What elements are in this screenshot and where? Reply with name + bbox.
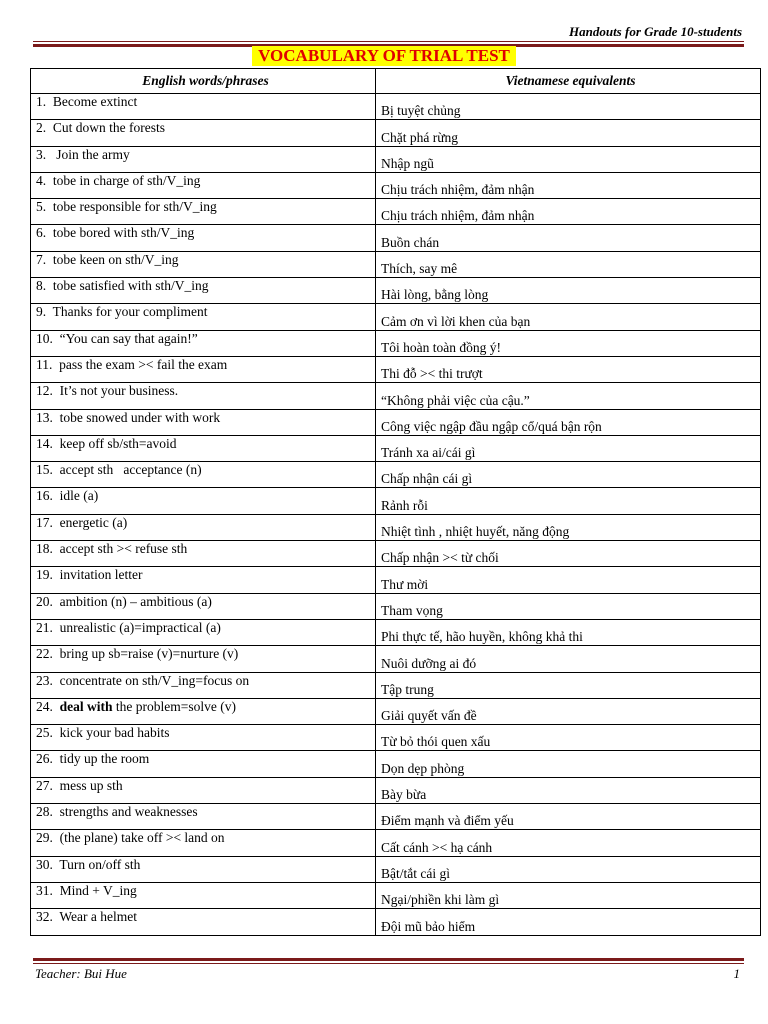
vietnamese-equivalent: Chặt phá rừng xyxy=(376,120,761,146)
english-phrase: 21. unrealistic (a)=impractical (a) xyxy=(31,619,376,645)
vocabulary-table xyxy=(30,68,761,936)
table-row xyxy=(31,541,761,567)
table-row xyxy=(31,199,761,225)
english-phrase: 12. It’s not your business. xyxy=(31,383,376,409)
vietnamese-equivalent: Tham vọng xyxy=(376,593,761,619)
table-row xyxy=(31,172,761,198)
page-number: 1 xyxy=(733,966,740,981)
document-title: VOCABULARY OF TRIAL TEST xyxy=(252,46,516,66)
vietnamese-equivalent: Thư mời xyxy=(376,567,761,593)
english-phrase: 16. idle (a) xyxy=(31,488,376,514)
page-header: Handouts for Grade 10-students xyxy=(569,24,742,39)
table-row xyxy=(31,304,761,330)
table-row xyxy=(31,882,761,908)
table-row xyxy=(31,830,761,856)
english-phrase: 11. pass the exam >< fail the exam xyxy=(31,356,376,382)
english-phrase: 22. bring up sb=raise (v)=nurture (v) xyxy=(31,646,376,672)
english-phrase: 2. Cut down the forests xyxy=(31,120,376,146)
english-phrase: 8. tobe satisfied with sth/V_ing xyxy=(31,278,376,304)
english-phrase: 1. Become extinct xyxy=(31,94,376,120)
table-row xyxy=(31,356,761,382)
english-phrase-bold: deal with xyxy=(59,698,113,714)
vietnamese-equivalent: Nuôi dưỡng ai đó xyxy=(376,646,761,672)
footer-teacher: Teacher: Bui Hue xyxy=(35,966,127,981)
english-phrase: 17. energetic (a) xyxy=(31,514,376,540)
column-header-english: English words/phrases xyxy=(31,69,376,94)
vietnamese-equivalent: Bày bừa xyxy=(376,777,761,803)
english-phrase: 15. accept sth acceptance (n) xyxy=(31,462,376,488)
vietnamese-equivalent: Từ bỏ thói quen xấu xyxy=(376,725,761,751)
english-phrase: 31. Mind + V_ing xyxy=(31,882,376,908)
english-phrase: 5. tobe responsible for sth/V_ing xyxy=(31,199,376,225)
english-phrase-rest: the problem=solve (v) xyxy=(112,698,236,714)
vietnamese-equivalent: Thi đỗ >< thi trượt xyxy=(376,356,761,382)
vietnamese-equivalent: Nhiệt tình , nhiệt huyết, năng động xyxy=(376,514,761,540)
vietnamese-equivalent: Bị tuyệt chủng xyxy=(376,94,761,120)
vietnamese-equivalent: Giải quyết vấn đề xyxy=(376,698,761,724)
vietnamese-equivalent: Thích, say mê xyxy=(376,251,761,277)
vietnamese-equivalent: Phi thực tế, hão huyền, không khả thi xyxy=(376,619,761,645)
vietnamese-equivalent: Bật/tắt cái gì xyxy=(376,856,761,882)
column-header-vietnamese: Vietnamese equivalents xyxy=(376,69,761,94)
english-phrase-number: 24. xyxy=(36,698,60,714)
table-row xyxy=(31,804,761,830)
table-row xyxy=(31,646,761,672)
vietnamese-equivalent: Chấp nhận >< từ chối xyxy=(376,541,761,567)
vietnamese-equivalent: Tránh xa ai/cái gì xyxy=(376,435,761,461)
vietnamese-equivalent: Nhập ngũ xyxy=(376,146,761,172)
english-phrase: 32. Wear a helmet xyxy=(31,909,376,935)
table-row xyxy=(31,488,761,514)
footer-rule-thin xyxy=(33,963,744,964)
table-row xyxy=(31,146,761,172)
vietnamese-equivalent: Buồn chán xyxy=(376,225,761,251)
english-phrase: 13. tobe snowed under with work xyxy=(31,409,376,435)
english-phrase: 23. concentrate on sth/V_ing=focus on xyxy=(31,672,376,698)
table-row xyxy=(31,672,761,698)
english-phrase: 26. tidy up the room xyxy=(31,751,376,777)
table-row xyxy=(31,462,761,488)
vietnamese-equivalent: Tôi hoàn toàn đồng ý! xyxy=(376,330,761,356)
footer-rule-thick xyxy=(33,958,744,961)
english-phrase: 7. tobe keen on sth/V_ing xyxy=(31,251,376,277)
table-row xyxy=(31,514,761,540)
english-phrase: 27. mess up sth xyxy=(31,777,376,803)
english-phrase: 14. keep off sb/sth=avoid xyxy=(31,435,376,461)
table-row xyxy=(31,751,761,777)
vietnamese-equivalent: Cảm ơn vì lời khen của bạn xyxy=(376,304,761,330)
table-row xyxy=(31,698,761,724)
english-phrase: 18. accept sth >< refuse sth xyxy=(31,541,376,567)
table-row xyxy=(31,593,761,619)
table-row xyxy=(31,567,761,593)
table-row xyxy=(31,278,761,304)
english-phrase: 10. “You can say that again!” xyxy=(31,330,376,356)
vietnamese-equivalent: Điểm mạnh và điểm yếu xyxy=(376,804,761,830)
table-row xyxy=(31,383,761,409)
vietnamese-equivalent: Chịu trách nhiệm, đảm nhận xyxy=(376,199,761,225)
vietnamese-equivalent: Chịu trách nhiệm, đảm nhận xyxy=(376,172,761,198)
vietnamese-equivalent: Ngại/phiền khi làm gì xyxy=(376,882,761,908)
table-row xyxy=(31,330,761,356)
vietnamese-equivalent: Đội mũ bảo hiểm xyxy=(376,909,761,935)
table-row xyxy=(31,909,761,935)
english-phrase: 3. Join the army xyxy=(31,146,376,172)
english-phrase: 4. tobe in charge of sth/V_ing xyxy=(31,172,376,198)
english-phrase: 6. tobe bored with sth/V_ing xyxy=(31,225,376,251)
vietnamese-equivalent: Chấp nhận cái gì xyxy=(376,462,761,488)
table-row xyxy=(31,725,761,751)
vietnamese-equivalent: Công việc ngập đầu ngập cổ/quá bận rộn xyxy=(376,409,761,435)
table-row xyxy=(31,856,761,882)
table-row xyxy=(31,94,761,120)
vietnamese-equivalent: Dọn dẹp phòng xyxy=(376,751,761,777)
english-phrase: 25. kick your bad habits xyxy=(31,725,376,751)
table-row xyxy=(31,619,761,645)
english-phrase: 28. strengths and weaknesses xyxy=(31,804,376,830)
vietnamese-equivalent: Hài lòng, bằng lòng xyxy=(376,278,761,304)
english-phrase xyxy=(31,698,376,724)
english-phrase: 29. (the plane) take off >< land on xyxy=(31,830,376,856)
english-phrase: 9. Thanks for your compliment xyxy=(31,304,376,330)
table-row xyxy=(31,777,761,803)
table-row xyxy=(31,120,761,146)
table-row xyxy=(31,435,761,461)
vietnamese-equivalent: Cất cánh >< hạ cánh xyxy=(376,830,761,856)
vietnamese-equivalent: “Không phải việc của cậu.” xyxy=(376,383,761,409)
table-row xyxy=(31,225,761,251)
table-row xyxy=(31,251,761,277)
header-rule-thin xyxy=(33,41,744,42)
english-phrase: 20. ambition (n) – ambitious (a) xyxy=(31,593,376,619)
english-phrase: 30. Turn on/off sth xyxy=(31,856,376,882)
table-row xyxy=(31,409,761,435)
vietnamese-equivalent: Tập trung xyxy=(376,672,761,698)
vietnamese-equivalent: Rảnh rỗi xyxy=(376,488,761,514)
english-phrase: 19. invitation letter xyxy=(31,567,376,593)
table-header-row xyxy=(31,69,761,94)
